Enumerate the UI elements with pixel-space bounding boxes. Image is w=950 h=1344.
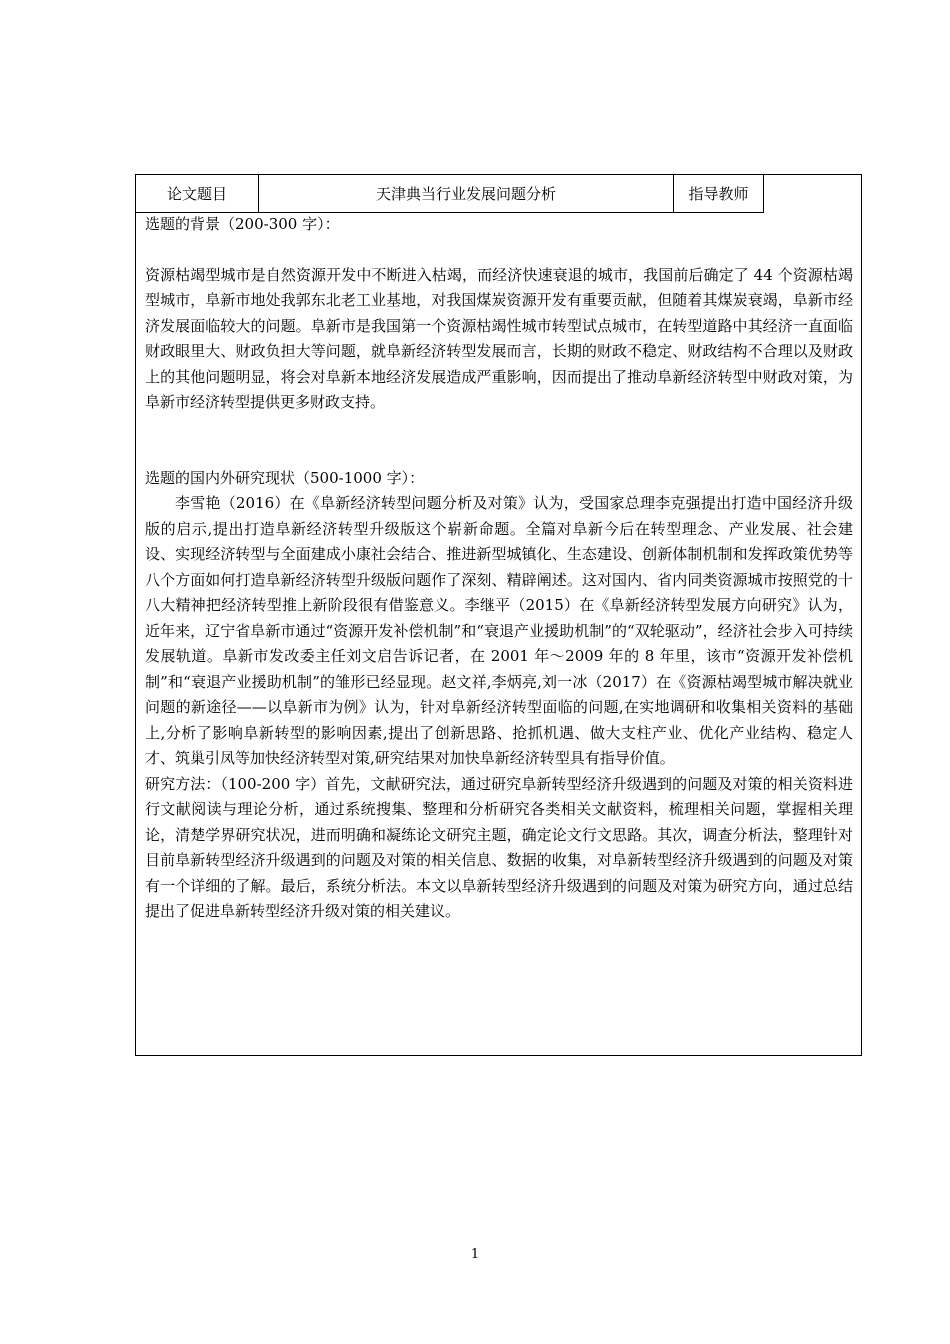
spacer	[145, 416, 853, 466]
method-paragraph: 研究方法：（100-200 字）首先，文献研究法，通过研究阜新转型经济升级遇到的问题及对策的相关资料进行文献阅读与理论分析，通过系统搜集、整理和分析研究各类相关文献资料，梳理相关问题，掌握相关理论，清楚学界研究状况，进而明确和凝练论文研究主题，确定论文行文思路。其次，调查分析法，整理针对目前阜新转型经济升级遇到的问题及对策的相关信息、数据的收集，对阜新转型经济升级遇到的问题及对策有一个详细的了解。最后，系统分析法。本文以阜新转型经济升级遇到的问题及对策为研究方向，通过总结提出了促进阜新转型经济升级对策的相关建议。	[145, 774, 853, 920]
research-heading: 选题的国内外研究现状（500-1000 字）：	[145, 468, 425, 487]
topic-label: 论文题目	[136, 175, 259, 212]
research-paragraph: 李雪艳（2016）在《阜新经济转型问题分析及对策》认为，受国家总理李克强提出打造中国经济升级版的启示,提出打造阜新经济转型升级版这个崭新命题。全篇对阜新今后在转型理念、产业发展、社会建设、实现经济转型与全面建成小康社会结合、推进新型城镇化、生态建设、创新体制机制和发挥政策优势等八个方面如何打造阜新经济转型升级版问题作了深刻、精辟阐述。这对国内、省内同类资源城市按照党的十八大精神把经济转型推上新阶段很有借鉴意义。李继平（2015）在《阜新经济转型发展方向研究》认为，近年来，辽宁省阜新市通过“资源开发补偿机制”和“衰退产业援助机制”的“双轮驱动”，经济社会步入可持续发展轨道。阜新市发改委主任刘文启告诉记者，在 2001 年～2009 年的 8 年里，该市“资源开发补偿机制”和“衰退产业援助机制”的雏形已经显现。赵文祥,李炳亮,刘一冰（2017）在《资源枯竭型城市解决就业问题的新途径——以阜新市为例》认为，针对阜新经济转型面临的问题,在实地调研和收集相关资料的基础上,分析了影响阜新转型的影响因素,提出了创新思路、抢抓机遇、做大支柱产业、优化产业结构、稳定人才、筑巢引凤等加快经济转型对策,研究结果对加快阜新经济转型具有指导价值。	[145, 494, 853, 767]
proposal-form	[135, 174, 862, 1056]
spacer	[145, 238, 853, 263]
form-body	[145, 212, 853, 925]
background-paragraph: 资源枯竭型城市是自然资源开发中不断进入枯竭，而经济快速衰退的城市，我国前后确定了 44 个资源枯竭型城市，阜新市地处我郭东北老工业基地，对我国煤炭资源开发有重要贡献，但随着其煤炭衰竭，阜新市经济发展面临较大的问题。阜新市是我国第一个资源枯竭性城市转型试点城市，在转型道路中其经济一直面临财政眼里大、财政负担大等问题，就阜新经济转型发展而言，长期的财政不稳定、财政结构不合理以及财政上的其他问题明显，将会对阜新本地经济发展造成严重影响，因而提出了推动阜新经济转型中财政对策，为阜新市经济转型提供更多财政支持。	[145, 265, 853, 411]
topic-title: 天津典当行业发展问题分析	[259, 175, 674, 212]
form-header-row	[136, 175, 764, 213]
page-number: 1	[470, 1247, 480, 1262]
background-heading: 选题的背景（200-300 字）：	[145, 215, 340, 233]
advisor-label: 指导教师	[674, 175, 764, 212]
